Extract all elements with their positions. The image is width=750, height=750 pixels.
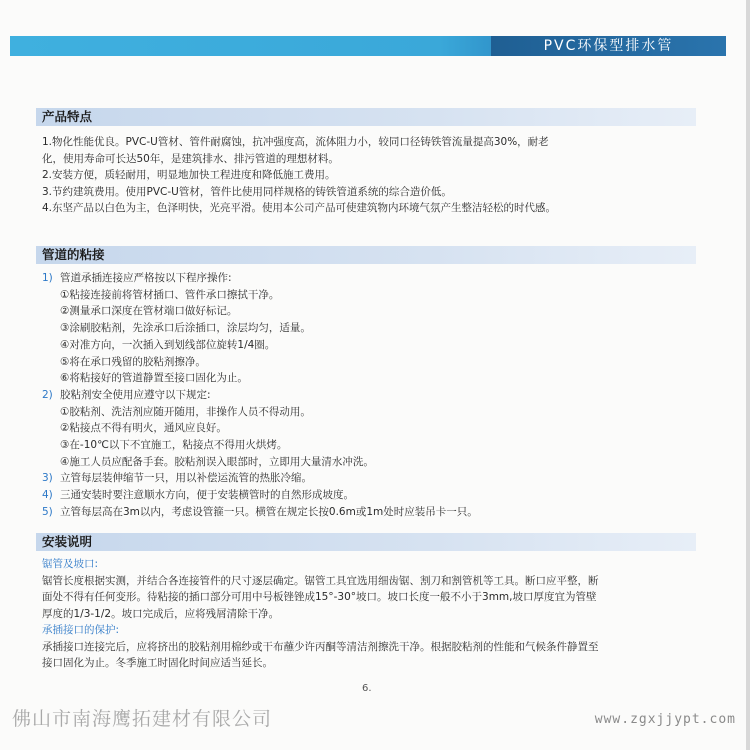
item-number: 5) xyxy=(42,505,53,518)
list-item xyxy=(42,487,682,504)
bonding-list xyxy=(42,270,682,521)
section-heading-bonding: 管道的粘接 xyxy=(36,246,696,264)
item-number: 2) xyxy=(42,388,53,401)
header-title: PVC环保型排水管 xyxy=(491,36,726,56)
list-item xyxy=(42,270,682,287)
features-line: 2.安装方便，质轻耐用，明显地加快工程进度和降低施工费用。 xyxy=(42,169,336,181)
item-text: ⑥将粘接好的管道静置至接口固化为止。 xyxy=(60,372,248,385)
item-number: 4) xyxy=(42,489,53,502)
item-text: ①胶粘剂、洗洁剂应随开随用，非操作人员不得动用。 xyxy=(60,405,311,418)
install-line: 接口固化为止。冬季施工时固化时间应适当延长。 xyxy=(42,657,273,669)
item-text: ②粘接点不得有明火，通风应良好。 xyxy=(60,422,227,435)
page-edge xyxy=(746,0,750,750)
list-item xyxy=(42,420,682,437)
list-item xyxy=(42,354,682,371)
item-text: 胶粘剂安全使用应遵守以下规定: xyxy=(60,388,211,401)
list-item xyxy=(42,370,682,387)
features-line: 化，使用寿命可长达50年，是建筑排水、排污管道的理想材料。 xyxy=(42,152,339,165)
list-item xyxy=(42,337,682,354)
list-item xyxy=(42,320,682,337)
top-banner xyxy=(10,36,726,56)
item-text: 立管每层装伸缩节一只，用以补偿运流管的热胀冷缩。 xyxy=(60,472,312,485)
install-line: 面处不得有任何变形。待粘接的插口部分可用中号板锉锉成15°-30°坡口。坡口长度一般不小于3mm,坡口厚度宜为管壁 xyxy=(42,591,597,603)
install-line: 承插接口连接完后，应将挤出的胶粘剂用棉纱或干布蘸少许丙酮等清洁剂擦洗干净。根据胶粘剂的性能和气候条件静置至 xyxy=(42,640,599,653)
item-number: 1) xyxy=(42,272,53,284)
install-line: 锯管长度根据实测，并结合各连接管件的尺寸逐层确定。锯管工具宜选用细齿锯、割刀和割管机等工具。断口应平整，断 xyxy=(42,574,599,587)
item-text: ③涂刷胶粘剂，先涂承口后涂插口，涂层均匀，适量。 xyxy=(60,322,311,335)
subheading-joint-protection: 承插接口的保护: xyxy=(42,624,120,636)
item-text: ③在-10℃以下不宜施工，粘接点不得用火烘烤。 xyxy=(60,439,288,452)
list-item xyxy=(42,287,682,304)
item-number: 3) xyxy=(42,472,53,485)
item-text: ④对准方向，一次插入到划线部位旋转1/4圈。 xyxy=(60,338,276,351)
install-line: 厚度的1/3-1/2。坡口完成后，应将残屑清除干净。 xyxy=(42,607,280,620)
section-heading-features: 产品特点 xyxy=(36,108,696,126)
install-text xyxy=(42,556,692,672)
list-item xyxy=(42,470,682,487)
list-item xyxy=(42,454,682,471)
features-text xyxy=(42,134,692,217)
company-watermark: 佛山市南海鹰拓建材有限公司 xyxy=(12,708,273,730)
site-watermark: www.zgxjjypt.com xyxy=(594,712,736,727)
list-item xyxy=(42,404,682,421)
item-text: ①粘接连接前将管材插口、管件承口擦拭干净。 xyxy=(60,288,280,301)
section-heading-install: 安装说明 xyxy=(36,533,696,551)
item-text: 三通安装时要注意顺水方向，便于安装横管时的自然形成坡度。 xyxy=(60,489,354,502)
list-item xyxy=(42,437,682,454)
item-text: ④施工人员应配备手套。胶粘剂误入眼部时，立即用大量清水冲洗。 xyxy=(60,455,374,468)
page-number: 6. xyxy=(362,683,372,694)
features-line: 3.节约建筑费用。使用PVC-U管材，管件比使用同样规格的铸铁管道系统的综合造价低。 xyxy=(42,185,452,198)
list-item xyxy=(42,504,682,521)
item-text: ②测量承口深度在管材端口做好标记。 xyxy=(60,305,238,318)
features-line: 1.物化性能优良。PVC-U管材、管件耐腐蚀，抗冲强度高，流体阻力小，较同口径铸铁管流量提高30%，耐老 xyxy=(42,136,549,148)
subheading-saw-bevel: 锯管及坡口: xyxy=(42,558,99,570)
item-text: 管道承插连接应严格按以下程序操作: xyxy=(60,272,232,284)
item-text: ⑤将在承口残留的胶粘剂擦净。 xyxy=(60,355,206,368)
features-line: 4.东坚产品以白色为主，色泽明快，光亮平滑。使用本公司产品可使建筑物内环境气氛产生整洁轻松的时代感。 xyxy=(42,202,557,214)
list-item xyxy=(42,303,682,320)
list-item xyxy=(42,387,682,404)
item-text: 立管每层高在3m以内，考虑设管箍一只。横管在规定长按0.6m或1m处时应装吊卡一只。 xyxy=(60,505,478,518)
